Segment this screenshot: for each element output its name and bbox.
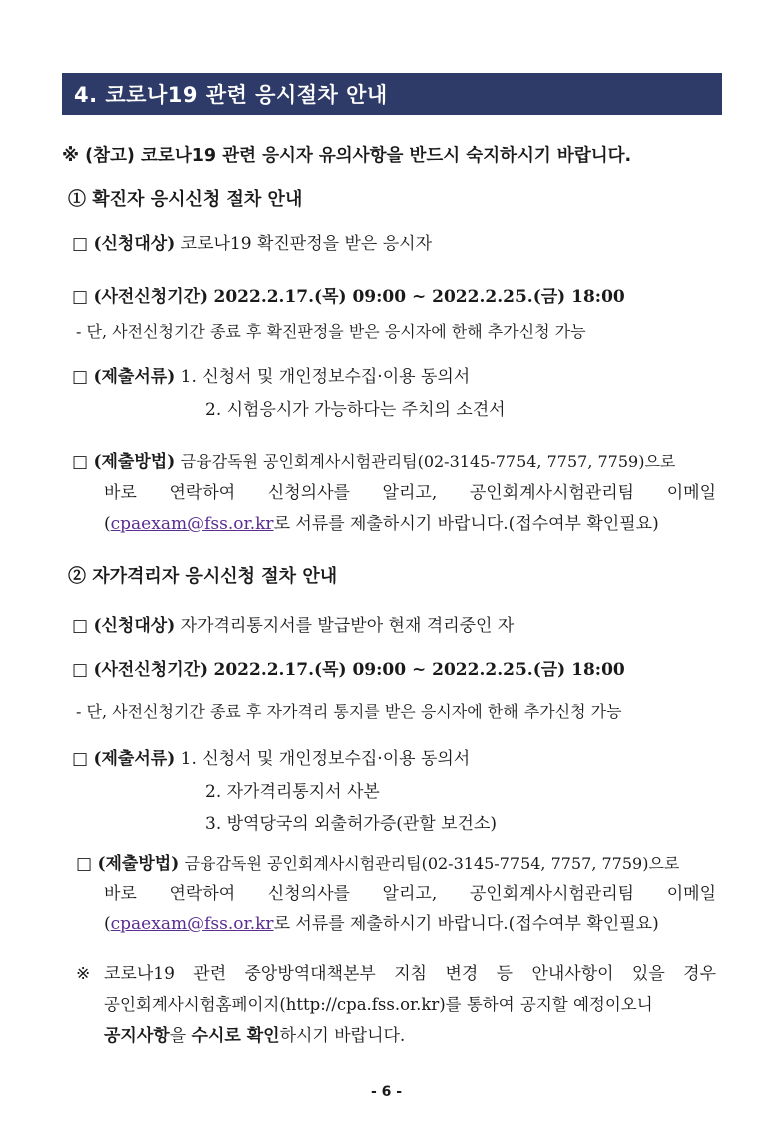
part2-target-label: (신청대상) [93, 616, 176, 636]
part1-email-link[interactable]: cpaexam@fss.or.kr [110, 514, 274, 534]
part1-target-text: 코로나19 확진판정을 받은 응시자 [180, 234, 432, 254]
notice-text: ※ (참고) 코로나19 관련 응시자 유의사항을 반드시 숙지하시기 바랍니다. [62, 146, 632, 166]
part2-target-text: 자가격리통지서를 발급받아 현재 격리중인 자 [180, 616, 515, 636]
part1-method [72, 450, 675, 474]
part2-doc-3: 3. 방역당국의 외출허가증(관할 보건소) [205, 814, 498, 834]
part1-method-line1: 금융감독원 공인회계사시험관리팀(02-3145-7754, 7757, 7759)으로 [180, 452, 676, 471]
part2-period-note: - 단, 사전신청기간 종료 후 자가격리 통지를 받은 응시자에 한해 추가신청 가능 [76, 702, 622, 721]
footer-note-line3 [104, 1024, 405, 1048]
section-title-bar [62, 73, 722, 115]
checkbox-icon: □ [76, 854, 93, 874]
part2-doc-1: 1. 신청서 및 개인정보수집·이용 동의서 [180, 749, 471, 769]
part2-method-line3: (cpaexam@fss.or.kr로 서류를 제출하시기 바랍니다.(접수여부 확인필요) [104, 914, 659, 934]
part2-method-line1: 금융감독원 공인회계사시험관리팀(02-3145-7754, 7757, 7759)으로 [184, 854, 680, 873]
footer-note-mark: ※ [76, 964, 91, 984]
part2-docs [72, 747, 470, 771]
part1-period-label: (사전신청기간) [93, 287, 209, 307]
part1-period-note: - 단, 사전신청기간 종료 후 확진판정을 받은 응시자에 한해 추가신청 가능 [76, 322, 586, 341]
part1-docs-label: (제출서류) [93, 367, 176, 387]
checkbox-icon: □ [72, 749, 89, 769]
part2-period [72, 658, 625, 682]
footer-note-mid: 을 [169, 1026, 192, 1046]
part2-method-line2: 바로 연락하여 신청의사를 알리고, 공인회계사시험관리팀 이메일 [104, 884, 716, 904]
part1-docs [72, 365, 470, 389]
checkbox-icon: □ [72, 234, 89, 254]
part2-target [72, 614, 514, 638]
part1-method-line3-text: 로 서류를 제출하시기 바랍니다.(접수여부 확인필요) [273, 514, 659, 534]
footer-bold-check: 수시로 확인 [191, 1026, 280, 1046]
part1-doc-2: 2. 시험응시가 가능하다는 주치의 소견서 [205, 400, 506, 420]
part1-method-line3: (cpaexam@fss.or.kr로 서류를 제출하시기 바랍니다.(접수여부 확인필요) [104, 514, 659, 534]
checkbox-icon: □ [72, 367, 89, 387]
part2-method-label: (제출방법) [97, 854, 180, 874]
part1-target [72, 232, 432, 256]
part2-method [76, 852, 679, 876]
part1-method-label: (제출방법) [93, 452, 176, 472]
part2-method-line3-text: 로 서류를 제출하시기 바랍니다.(접수여부 확인필요) [273, 914, 659, 934]
footer-note-line2: 공인회계사시험홈페이지(http://cpa.fss.or.kr)를 통하여 공지할 예정이오니 [104, 995, 653, 1014]
footer-bold-notice: 공지사항 [104, 1026, 170, 1046]
checkbox-icon: □ [72, 452, 89, 472]
part2-doc-2: 2. 자가격리통지서 사본 [205, 782, 380, 802]
page-number: - 6 - [370, 1084, 403, 1100]
part1-period [72, 285, 625, 309]
part1-method-line2: 바로 연락하여 신청의사를 알리고, 공인회계사시험관리팀 이메일 [104, 483, 716, 503]
checkbox-icon: □ [72, 287, 89, 307]
part2-docs-label: (제출서류) [93, 749, 176, 769]
checkbox-icon: □ [72, 616, 89, 636]
part1-doc-1: 1. 신청서 및 개인정보수집·이용 동의서 [180, 367, 471, 387]
part1-period-text: 2022.2.17.(목) 09:00 ~ 2022.2.25.(금) 18:00 [213, 287, 625, 307]
part2-email-link[interactable]: cpaexam@fss.or.kr [110, 914, 274, 934]
footer-note-end: 하시기 바랍니다. [279, 1026, 406, 1046]
part1-heading: ① 확진자 응시신청 절차 안내 [68, 189, 303, 210]
part2-heading: ② 자가격리자 응시신청 절차 안내 [68, 566, 338, 587]
part2-period-label: (사전신청기간) [93, 660, 209, 680]
footer-note-line1: 코로나19 관련 중앙방역대책본부 지침 변경 등 안내사항이 있을 경우 [104, 964, 716, 984]
section-title: 4. 코로나19 관련 응시절차 안내 [74, 83, 388, 107]
part1-target-label: (신청대상) [93, 234, 176, 254]
part2-period-text: 2022.2.17.(목) 09:00 ~ 2022.2.25.(금) 18:00 [213, 660, 625, 680]
checkbox-icon: □ [72, 660, 89, 680]
